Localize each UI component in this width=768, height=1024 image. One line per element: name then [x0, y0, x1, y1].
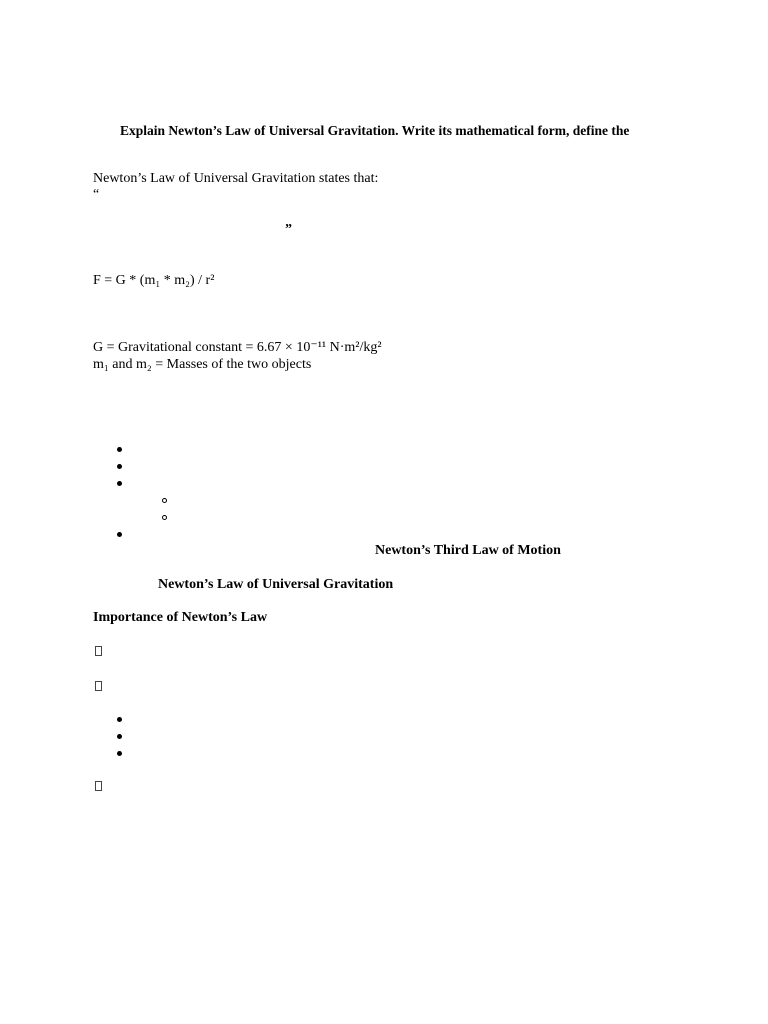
quote-close-mark: ”: [285, 222, 292, 237]
definition-masses: m₁ and m₂ = Masses of the two objects: [93, 357, 312, 372]
heading-gravitation: Newton’s Law of Universal Gravitation: [158, 577, 394, 592]
definition-gravitational-constant: G = Gravitational constant = 6.67 × 10⁻¹¹ N·m²/kg²: [93, 340, 382, 355]
missing-glyph-icon: [95, 681, 102, 691]
missing-glyph-icon: [95, 646, 102, 656]
sub-list-bullet: [162, 515, 167, 520]
list-bullet: [117, 532, 122, 537]
list-bullet: [117, 717, 122, 722]
missing-glyph-icon: [95, 781, 102, 791]
heading-third-law: Newton’s Third Law of Motion: [375, 543, 561, 558]
list-bullet: [117, 734, 122, 739]
formula-text: F = G * (m₁ * m₂) / r²: [93, 273, 215, 288]
list-bullet: [117, 464, 122, 469]
intro-text: Newton’s Law of Universal Gravitation states that:: [93, 171, 379, 186]
list-bullet: [117, 481, 122, 486]
sub-list-bullet: [162, 498, 167, 503]
quote-open-mark: “: [93, 187, 100, 202]
heading-importance: Importance of Newton’s Law: [93, 610, 268, 625]
list-bullet: [117, 751, 122, 756]
list-bullet: [117, 447, 122, 452]
question-heading: Explain Newton’s Law of Universal Gravitation. Write its mathematical form, define the: [120, 123, 630, 138]
